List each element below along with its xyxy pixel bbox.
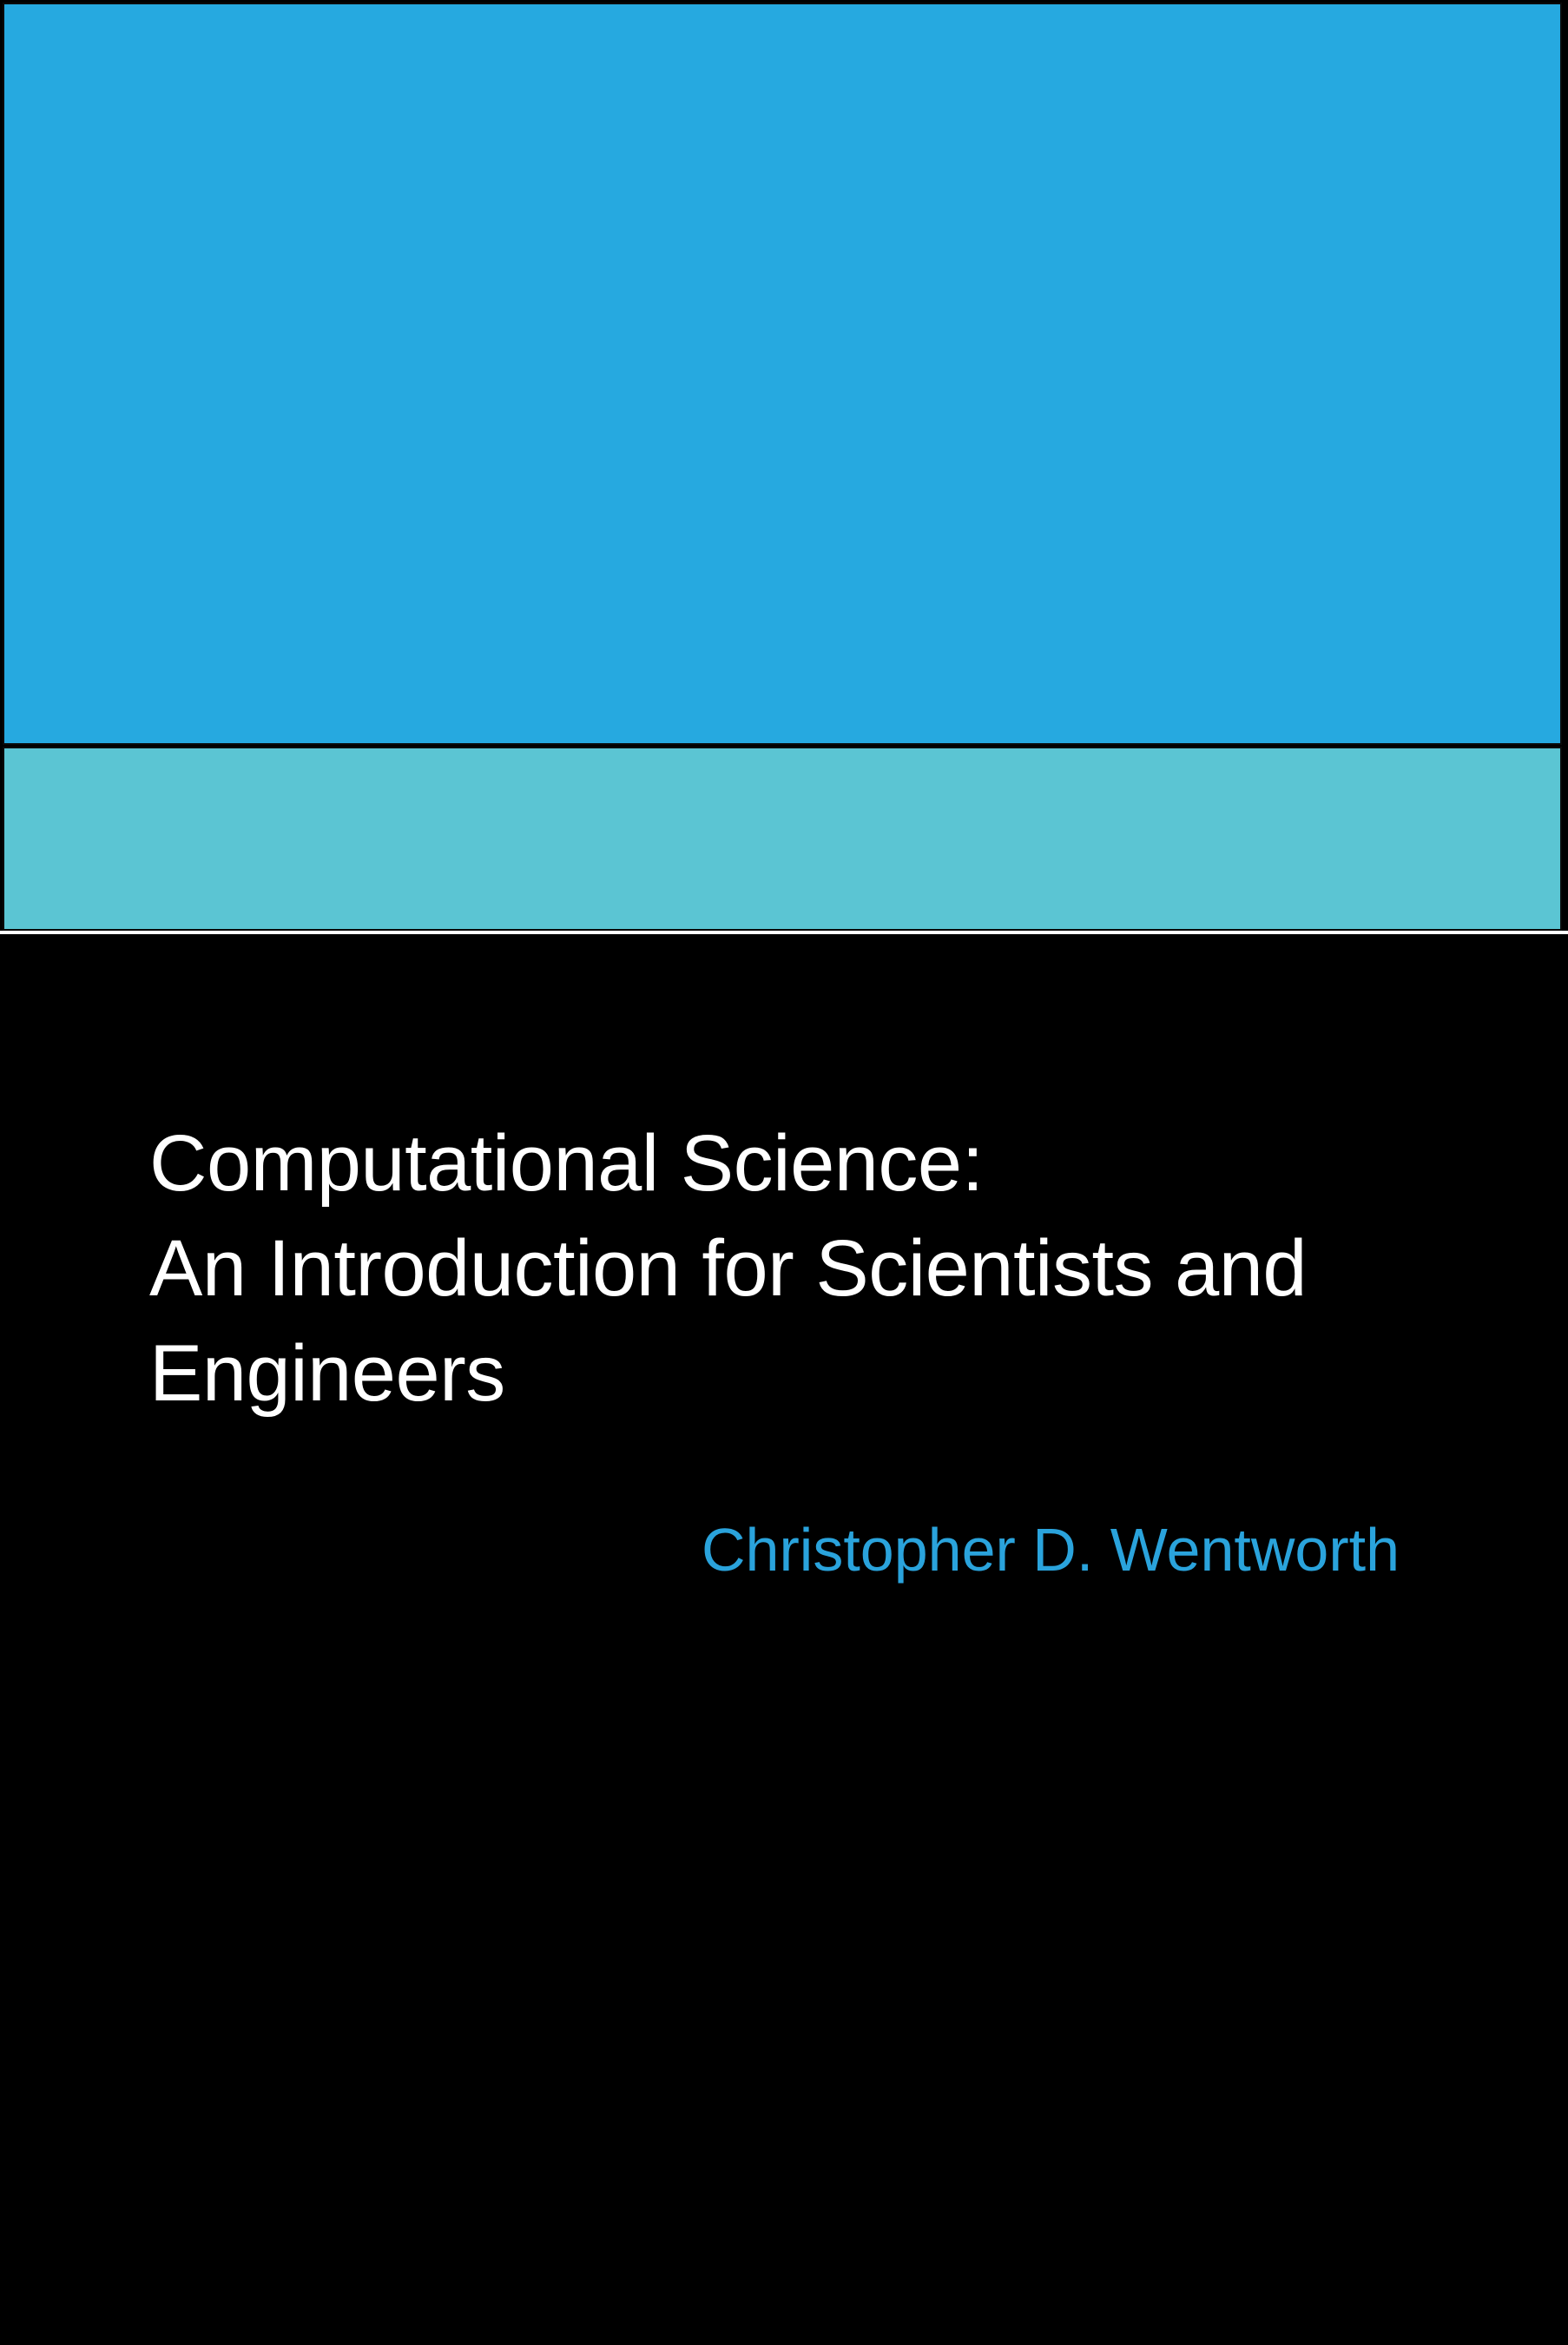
book-title-line-1: Computational Science: xyxy=(149,1118,984,1208)
cover-middle-color-band xyxy=(3,747,1562,931)
book-title-line-2: An Introduction for Scientists and xyxy=(149,1223,1308,1313)
book-title-line-3: Engineers xyxy=(149,1328,505,1418)
book-title xyxy=(149,1111,1452,1426)
cover-top-color-band xyxy=(3,3,1562,745)
author-name: Christopher D. Wentworth xyxy=(702,1516,1400,1584)
band-divider-line xyxy=(0,931,1568,934)
